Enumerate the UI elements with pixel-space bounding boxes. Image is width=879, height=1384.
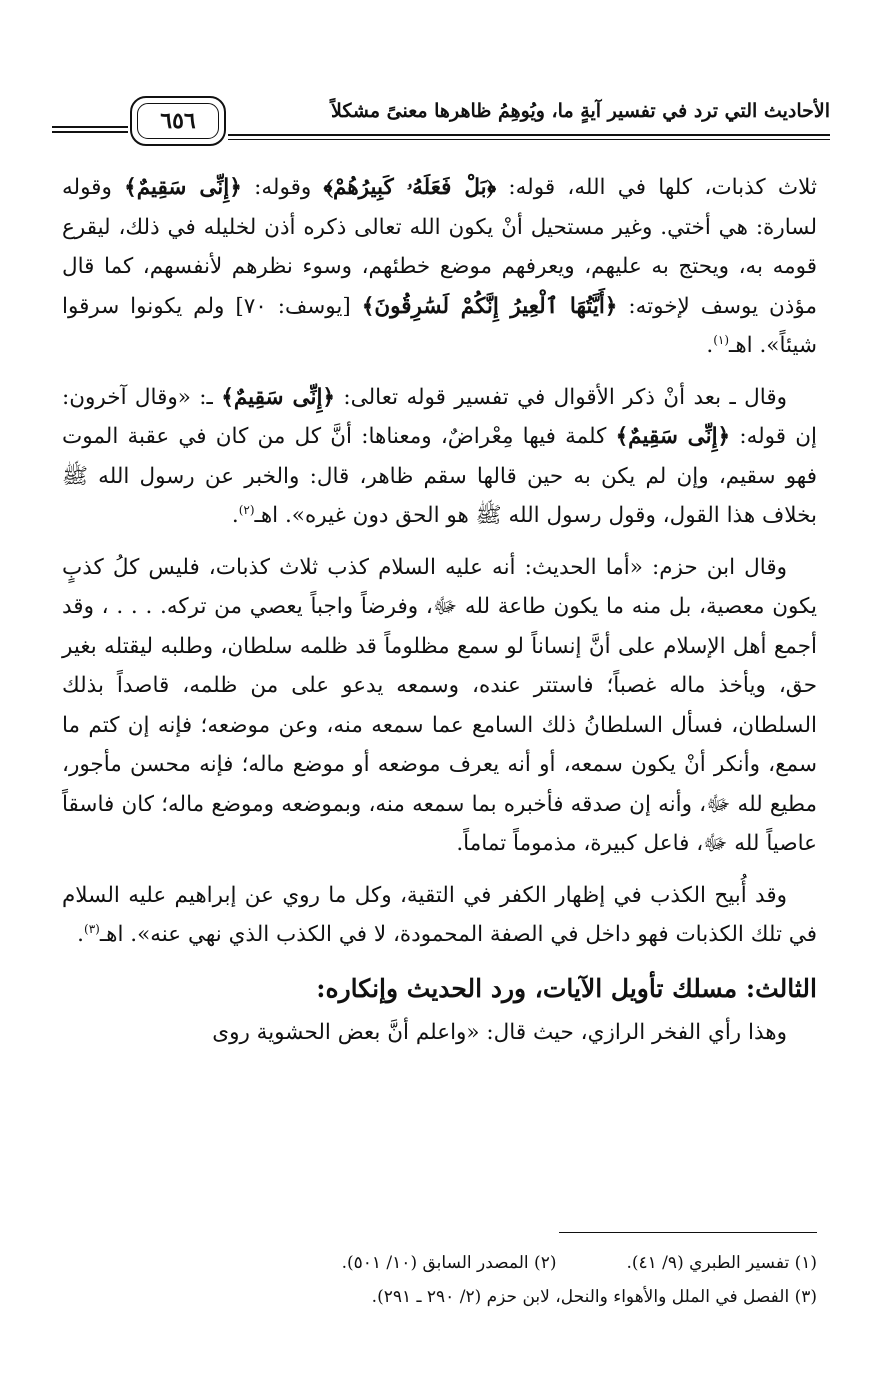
running-header bbox=[52, 96, 830, 158]
quran-verse: ﴿إِنِّى سَقِيمٌ﴾ bbox=[615, 424, 731, 449]
text-run: . bbox=[77, 922, 84, 947]
text-run: وقال ابن حزم: «أما الحديث: أنه عليه السلام كذب ثلاث كذبات، فليس كلُ كذبٍ يكون معصية، بل منه ما يكون طاعة لله ﷻ، وفرضاً واجباً يعصي من تركه. . . . ، وقد أجمع أهل الإسلام على أنَّ إنساناً لو سمع مظلوماً قد ظلمه سلطان، وطلبه ليقتله بغير حق، ويأخذ ماله غصباً؛ فاستتر عنده، وسمعه يدعو على من ظلمه، قاصداً بذلك السلطان، فسأل السلطانُ ذلك السامع عما سمعه منه، وعن موضعه؛ فإنه إن كتم ما سمع، وأنكر أنْ يكون سمعه، أو أنه يعرف موضعه أو موضع ماله؛ فإنه محسن مأجور، مطيع لله ﷻ، وأنه إن صدقه فأخبره بما سمعه منه، وبموضعه وموضع ماله؛ كان فاسقاً عاصياً لله ﷻ، فاعل كبيرة، مذموماً تماماً. bbox=[62, 554, 817, 856]
body-text bbox=[62, 168, 817, 1064]
text-run: ـ: «وقال آخرون: إن قوله: bbox=[62, 384, 817, 449]
page-number-frame bbox=[130, 96, 226, 146]
page-number: ٦٥٦ bbox=[137, 103, 219, 139]
quran-verse: ﴿إِنِّى سَقِيمٌ﴾ bbox=[124, 175, 242, 200]
header-rule-left bbox=[52, 126, 128, 128]
text-run: كلمة فيها مِعْراضٌ، ومعناها: أنَّ كل من كان في عقبة الموت فهو سقيم، وإن لم يكن به حين قالها سقم ظاهر، قال: والخبر عن رسول الله ﷺ بخلاف هذا القول، وقول رسول الله ﷺ هو الحق دون غيره». اهـ bbox=[62, 424, 817, 528]
paragraph bbox=[62, 548, 817, 864]
footnote-3: (٣) الفصل في الملل والأهواء والنحل، لابن حزم (٢/ ٢٩٠ ـ ٢٩١). bbox=[371, 1287, 817, 1307]
footnote-ref: (٣) bbox=[84, 921, 100, 936]
footnote-ref: (١) bbox=[713, 332, 730, 347]
footnote-ref: (٢) bbox=[238, 502, 255, 517]
footnote-1: (١) تفسير الطبري (٩/ ٤١). bbox=[626, 1253, 817, 1273]
text-run: وقال ـ بعد أنْ ذكر الأقوال في تفسير قوله تعالى: bbox=[335, 384, 788, 410]
header-rule-left-2 bbox=[52, 131, 128, 133]
quran-verse: ﴿بَلْ فَعَلَهُۥ كَبِيرُهُمْ﴾ bbox=[323, 175, 497, 200]
section-heading: الثالث: مسلك تأويل الآيات، ورد الحديث وإنكاره: bbox=[316, 973, 817, 1003]
text-run: ثلاث كذبات، كلها في الله، قوله: bbox=[496, 175, 817, 200]
quran-verse: ﴿أَيَّتُهَا ٱلْعِيرُ إِنَّكُمْ لَسَٰرِقُونَ﴾ bbox=[361, 293, 618, 319]
paragraph bbox=[62, 168, 817, 366]
text-run: . bbox=[231, 503, 239, 528]
text-run: وقوله لسارة: هي أختي. وغير مستحيل أنْ يكون الله تعالى ذكره أذن لخليله في ذلك، ليقرع قومه به، ويحتج به عليهم، ويعرفهم موضع خطئهم، وسوء نظرهم لأنفسهم، كما قال مؤذن يوسف لإخوته: bbox=[62, 175, 817, 319]
text-run: [يوسف: ٧٠] ولم يكونوا سرقوا شيئاً». اهـ bbox=[62, 293, 817, 358]
header-rule bbox=[228, 134, 830, 136]
text-run: . bbox=[706, 333, 714, 358]
paragraph bbox=[62, 378, 817, 536]
header-title: الأحاديث التي ترد في تفسير آيةٍ ما، ويُوهِمُ ظاهرها معنىً مشكلاً bbox=[331, 100, 830, 122]
footnote-divider bbox=[559, 1232, 817, 1233]
footnotes bbox=[77, 1246, 817, 1314]
header-rule-thin bbox=[228, 139, 830, 140]
paragraph-last: وهذا رأي الفخر الرازي، حيث قال: «واعلم أنَّ بعض الحشوية روى bbox=[212, 1019, 787, 1045]
text-run: وقوله: bbox=[241, 175, 324, 200]
text-run: وقد أُبيح الكذب في إظهار الكفر في التقية، وكل ما روي عن إبراهيم عليه السلام في تلك الكذبات فهو داخل في الصفة المحمودة، لا في الكذب الذي نهي عنه». اهـ bbox=[62, 882, 817, 947]
quran-verse: ﴿إِنِّى سَقِيمٌ﴾ bbox=[221, 384, 336, 410]
footnote-2: (٢) المصدر السابق (١٠/ ٥٠١). bbox=[341, 1253, 557, 1273]
paragraph bbox=[62, 876, 817, 955]
